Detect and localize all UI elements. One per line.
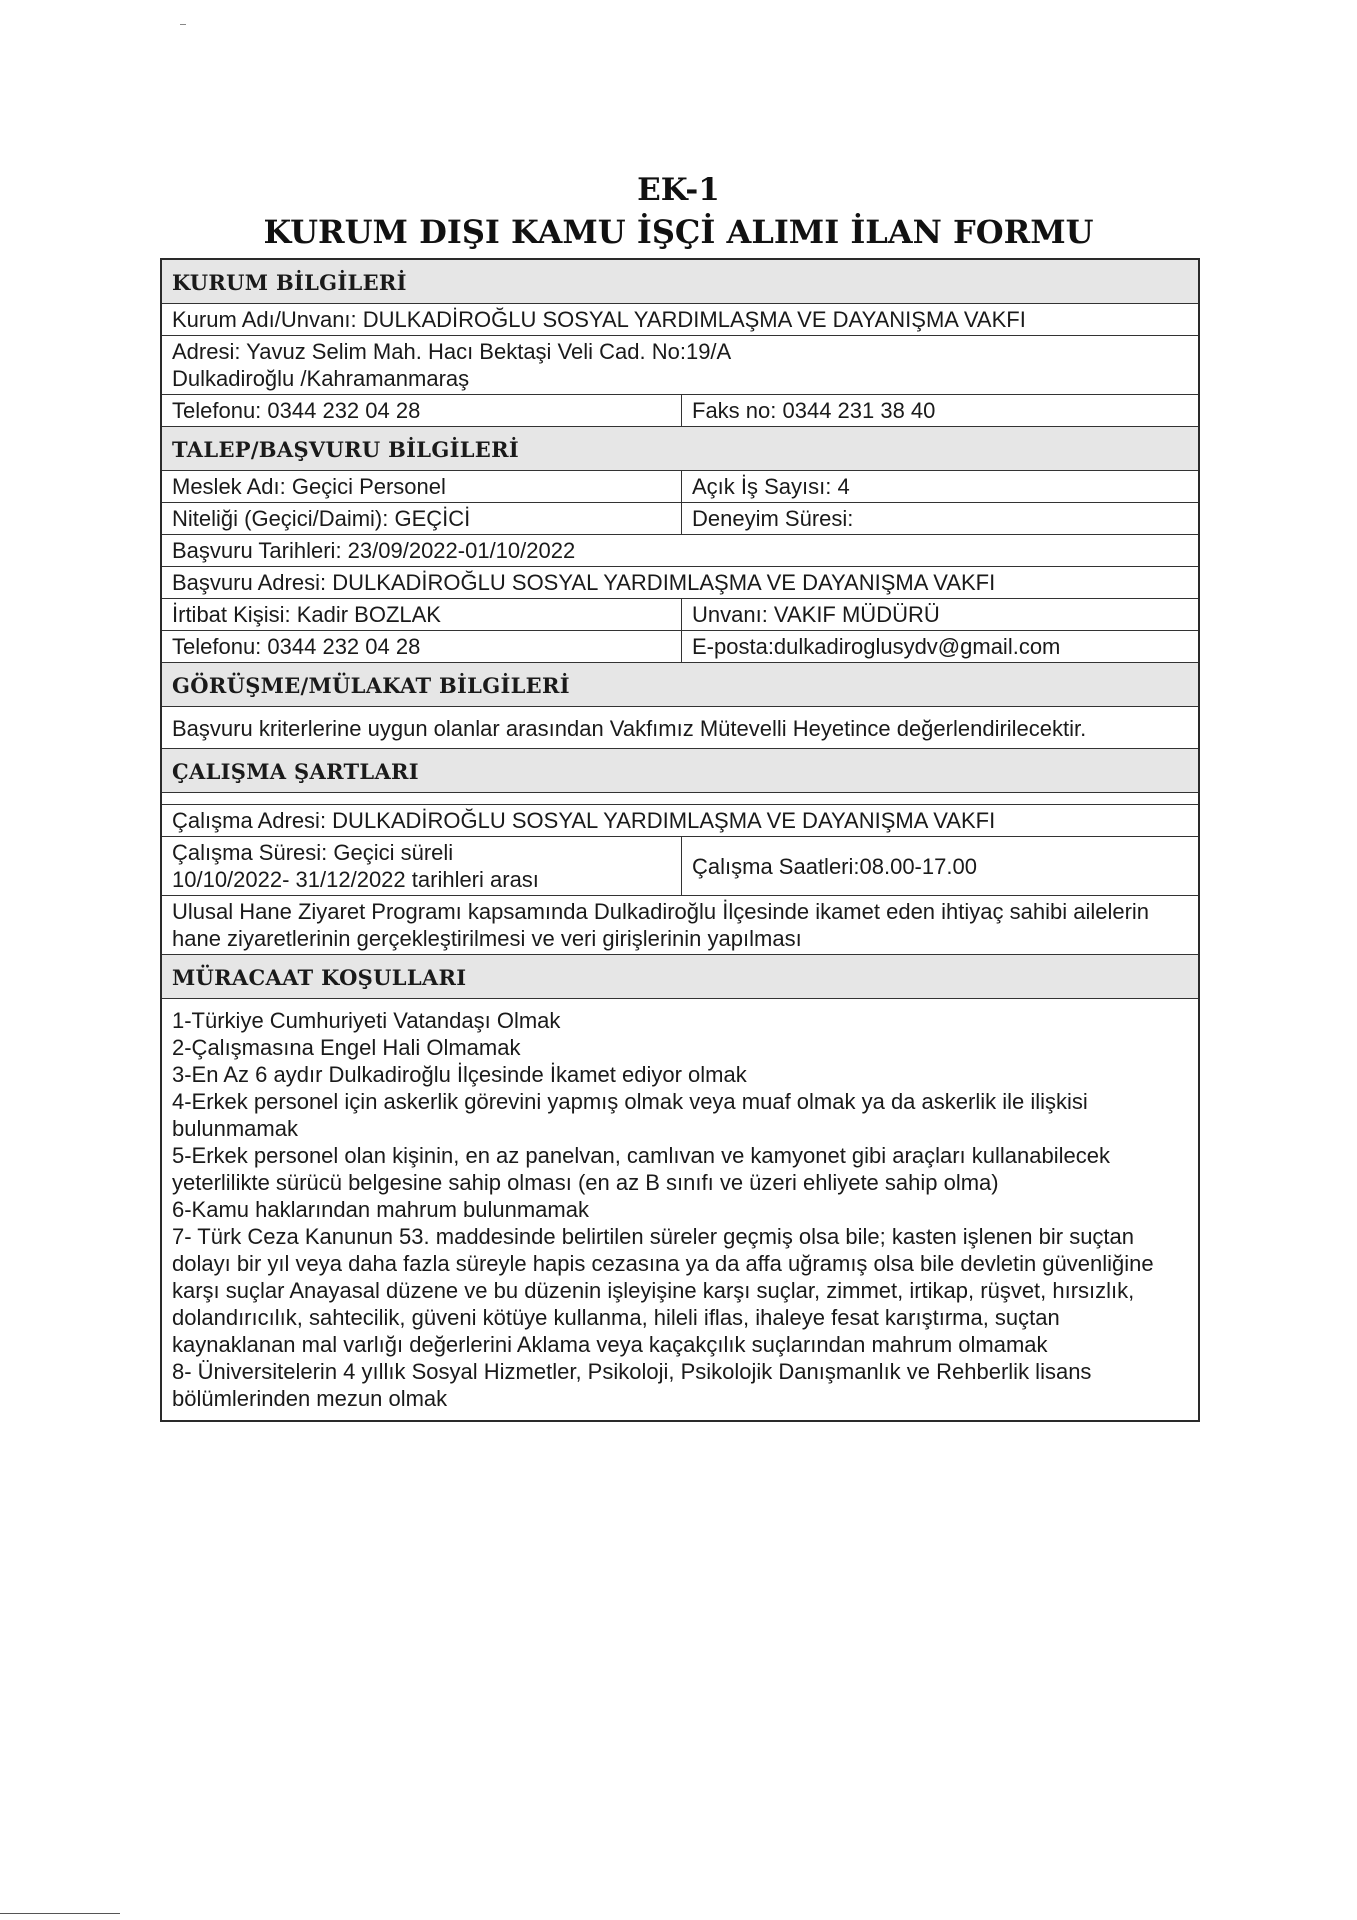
requirement-item: 1-Türkiye Cumhuriyeti Vatandaşı Olmak [172, 1008, 561, 1033]
blank-row [162, 793, 1198, 805]
dates-row [162, 535, 1198, 567]
work-description: Ulusal Hane Ziyaret Programı kapsamında Dulkadiroğlu İlçesinde ikamet eden ihtiyaç sahibi ailelerin hane ziyaretlerinin gerçekleştirilmesi ve veri girişlerinin yapılması [172, 899, 1150, 951]
work-period-row [162, 837, 1198, 896]
contact-title: Unvanı: VAKIF MÜDÜRÜ [692, 602, 940, 627]
work-description-row [162, 896, 1198, 955]
contact-person: İrtibat Kişisi: Kadir BOZLAK [162, 599, 682, 630]
section-title: KURUM BİLGİLERİ [172, 270, 407, 295]
requirement-item: 4-Erkek personel için askerlik görevini yapmış olmak veya muaf olmak ya da askerlik ile ilişkisi bulunmamak [172, 1089, 1088, 1141]
institution-fax: Faks no: 0344 231 38 40 [692, 398, 936, 423]
section-institution-header [162, 260, 1198, 304]
section-application-header [162, 427, 1198, 471]
interview-text-row [162, 707, 1198, 749]
address-line-1: Adresi: Yavuz Selim Mah. Hacı Bektaşi Veli Cad. No:19/A [172, 339, 732, 364]
institution-phone-fax-row [162, 395, 1198, 427]
application-address-row [162, 567, 1198, 599]
occupation-name: Meslek Adı: Geçici Personel [162, 471, 682, 502]
requirement-item: 6-Kamu haklarından mahrum bulunmamak [172, 1197, 589, 1222]
contact-phone: Telefonu: 0344 232 04 28 [162, 631, 682, 662]
requirements-row [162, 999, 1198, 1420]
section-requirements-header [162, 955, 1198, 999]
institution-name: Kurum Adı/Unvanı: DULKADİROĞLU SOSYAL YARDIMLAŞMA VE DAYANIŞMA VAKFI [172, 307, 1026, 332]
institution-address-row [162, 336, 1198, 395]
requirement-item: 8- Üniversitelerin 4 yıllık Sosyal Hizmetler, Psikoloji, Psikolojik Danışmanlık ve Rehberlik lisans bölümlerinden mezun olmak [172, 1359, 1092, 1411]
requirement-item: 2-Çalışmasına Engel Hali Olmamak [172, 1035, 521, 1060]
institution-name-row [162, 304, 1198, 336]
work-address: Çalışma Adresi: DULKADİROĞLU SOSYAL YARDIMLAŞMA VE DAYANIŞMA VAKFI [172, 808, 996, 833]
section-title: MÜRACAAT KOŞULLARI [172, 965, 467, 990]
scan-mark [180, 24, 186, 25]
application-address: Başvuru Adresi: DULKADİROĞLU SOSYAL YARDIMLAŞMA VE DAYANIŞMA VAKFI [172, 570, 996, 595]
work-hours: Çalışma Saatleri:08.00-17.00 [692, 853, 977, 879]
section-interview-header [162, 663, 1198, 707]
contact-email: E-posta:dulkadiroglusydv@gmail.com [692, 634, 1061, 659]
form-title: KURUM DIŞI KAMU İŞÇİ ALIMI İLAN FORMU [263, 213, 1094, 251]
experience-period: Deneyim Süresi: [692, 506, 854, 531]
occupation-row [162, 471, 1198, 503]
open-positions: Açık İş Sayısı: 4 [692, 474, 850, 499]
section-working-conditions-header [162, 749, 1198, 793]
contact-row [162, 599, 1198, 631]
application-dates: Başvuru Tarihleri: 23/09/2022-01/10/2022 [172, 538, 576, 563]
annex-label: EK-1 [637, 172, 720, 208]
requirement-item: 3-En Az 6 aydır Dulkadiroğlu İlçesinde İkamet ediyor olmak [172, 1062, 747, 1087]
scan-edge-line [0, 1913, 120, 1914]
requirements-list [162, 999, 1198, 1420]
requirement-item: 7- Türk Ceza Kanunun 53. maddesinde belirtilen süreler geçmiş olsa bile; kasten işlenen bir suçtan dolayı bir yıl veya daha fazla süreyle hapis cezasına ya da affa uğramış olsa bile devletin güvenliğine karşı suçlar Anayasal düzene ve bu düzenin işleyişine karşı suçlar, zimmet, irtikap, rüşvet, hırsızlık, dolandırıcılık, sahtecilik, güveni kötüye kullanma, hileli iflas, ihaleye fesat karıştırma, suçtan kaynaklanan mal varlığı değerlerini Aklama veya kaçakçılık suçlarından mahrum olmamak [172, 1224, 1154, 1357]
section-title: TALEP/BAŞVURU BİLGİLERİ [172, 437, 519, 462]
section-title: GÖRÜŞME/MÜLAKAT BİLGİLERİ [172, 673, 570, 698]
contact-phone-email-row [162, 631, 1198, 663]
position-nature: Niteliği (Geçici/Daimi): GEÇİCİ [162, 503, 682, 534]
requirement-item: 5-Erkek personel olan kişinin, en az panelvan, camlıvan ve kamyonet gibi araçları kullanabilecek yeterlilikte sürücü belgesine sahip olması (en az B sınıfı ve üzeri ehliyete sahip olma) [172, 1143, 1110, 1195]
interview-description: Başvuru kriterlerine uygun olanlar arasından Vakfımız Mütevelli Heyetince değerlendirilecektir. [172, 716, 1087, 741]
nature-row [162, 503, 1198, 535]
work-period-line-2: 10/10/2022- 31/12/2022 tarihleri arası [172, 867, 539, 892]
address-line-2: Dulkadiroğlu /Kahramanmaraş [172, 366, 470, 391]
section-title: ÇALIŞMA ŞARTLARI [172, 759, 419, 784]
institution-phone: Telefonu: 0344 232 04 28 [162, 395, 682, 426]
work-address-row [162, 805, 1198, 837]
work-period-line-1: Çalışma Süresi: Geçici süreli [172, 840, 454, 865]
announcement-form [160, 258, 1200, 1422]
